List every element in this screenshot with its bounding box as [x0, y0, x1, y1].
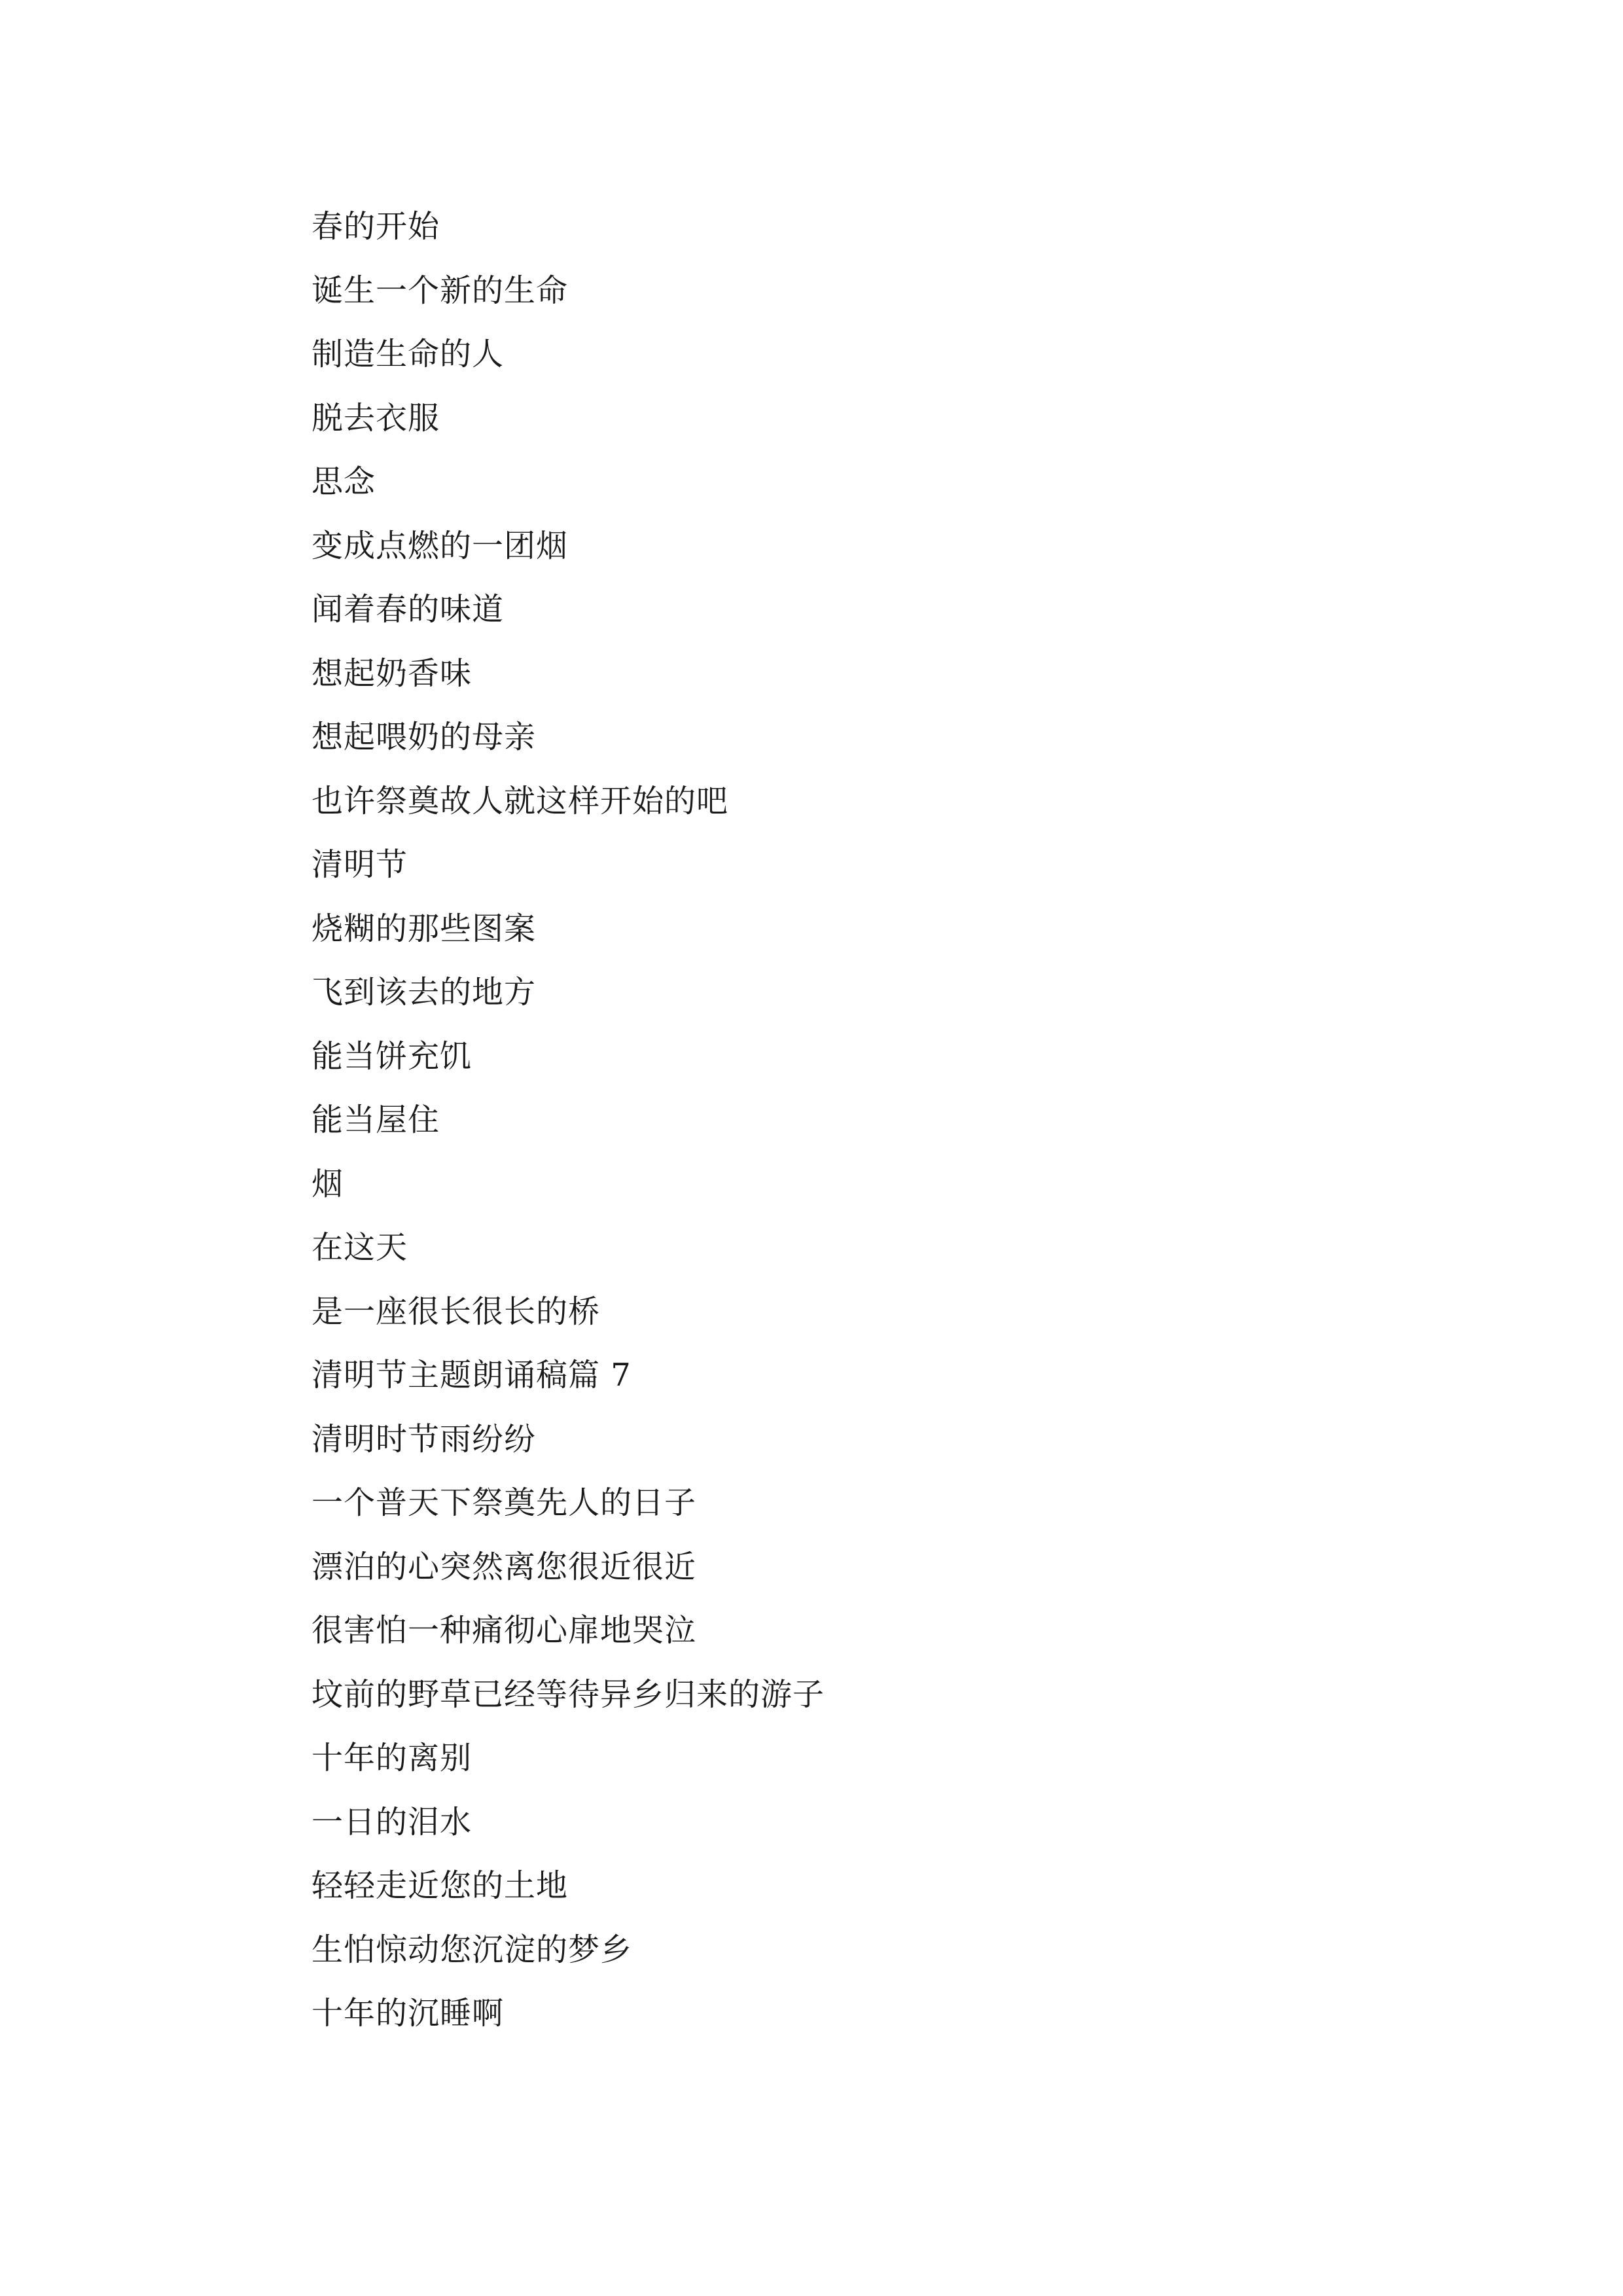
text-line: 思念: [312, 463, 376, 500]
text-line: 生怕惊动您沉淀的梦乡: [312, 1931, 633, 1968]
text-line: 坟前的野草已经等待异乡归来的游子: [312, 1676, 825, 1713]
text-line: 清明节: [312, 846, 408, 883]
section-heading: 清明节主题朗诵稿篇 7: [312, 1357, 632, 1393]
text-line: 烧糊的那些图案: [312, 910, 537, 947]
text-line: 是一座很长很长的桥: [312, 1293, 601, 1330]
text-line: 想起喂奶的母亲: [312, 719, 537, 755]
text-line: 在这天: [312, 1229, 408, 1266]
text-line: 很害怕一种痛彻心扉地哭泣: [312, 1612, 697, 1649]
text-line: 制造生命的人: [312, 336, 505, 372]
text-line: 烟: [312, 1165, 344, 1202]
text-line: 十年的沉睡啊: [312, 1995, 505, 2032]
text-line: 能当饼充饥: [312, 1037, 473, 1075]
poem-text: [312, 195, 825, 2046]
text-line: 漂泊的心突然离您很近很近: [312, 1548, 697, 1585]
text-line: 飞到该去的地方: [312, 974, 537, 1011]
text-line: 十年的离别: [312, 1740, 473, 1776]
text-line: 闻着春的味道: [312, 591, 505, 628]
text-line: 想起奶香味: [312, 655, 473, 692]
text-line: 春的开始: [312, 208, 440, 245]
text-line: 清明时节雨纷纷: [312, 1420, 537, 1458]
text-line: 变成点燃的一团烟: [312, 527, 569, 564]
text-line: 诞生一个新的生命: [312, 272, 569, 309]
text-line: 也许祭奠故人就这样开始的吧: [312, 782, 729, 819]
text-line: 一个普天下祭奠先人的日子: [312, 1484, 697, 1521]
text-line: 一日的泪水: [312, 1803, 473, 1840]
text-line: 能当屋住: [312, 1102, 440, 1138]
text-line: 轻轻走近您的土地: [312, 1867, 569, 1904]
text-line: 脱去衣服: [312, 399, 440, 437]
